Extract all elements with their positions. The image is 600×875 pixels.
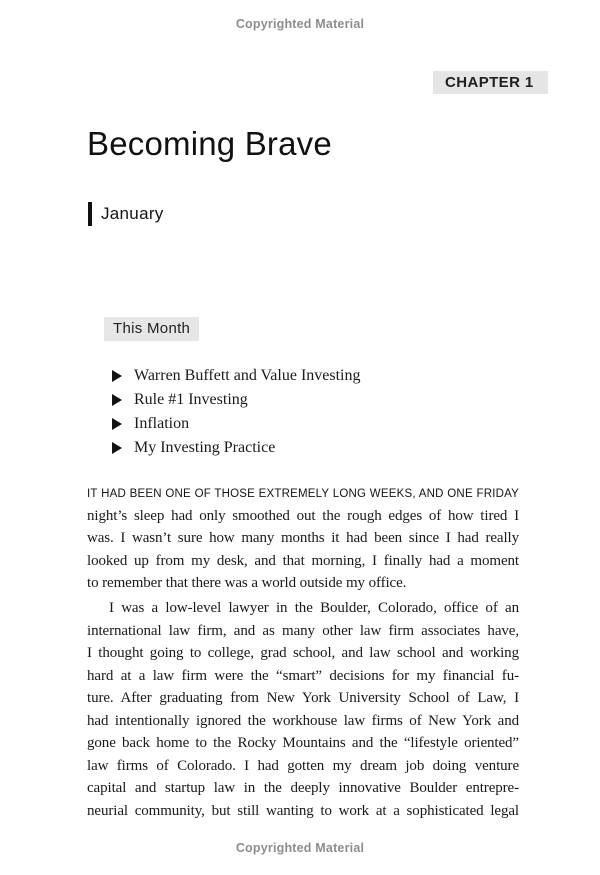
body-line: law firms of Colorado. I had gotten my dream job doing venture	[87, 757, 519, 774]
chapter-title: Becoming Brave	[87, 125, 332, 162]
paragraph-2	[87, 597, 519, 822]
lead-in-caps: IT HAD BEEN ONE OF THOSE EXTREMELY LONG WEEKS, AND ONE FRIDAY	[87, 488, 519, 500]
month-subtitle-label: January	[101, 204, 164, 223]
topic-label: My Investing Practice	[134, 439, 276, 456]
month-subtitle	[88, 202, 164, 226]
body-line: I was a low-level lawyer in the Boulder, Colorado, office of an	[109, 600, 519, 616]
list-item	[112, 412, 361, 436]
vertical-bar-icon	[88, 202, 92, 226]
body-line: night’s sleep had only smoothed out the rough edges of how tired I	[87, 507, 519, 524]
topic-label: Warren Buffett and Value Investing	[134, 367, 361, 384]
topic-label: Rule #1 Investing	[134, 391, 248, 408]
body-line: capital and startup law in the deeply innovative Boulder entrepre-	[87, 780, 519, 796]
body-line: hard at a law firm were the “smart” decisions for my financial fu-	[87, 667, 519, 684]
this-month-heading: This Month	[104, 317, 199, 341]
copyright-watermark-top: Copyrighted Material	[235, 17, 365, 31]
list-item	[112, 388, 361, 412]
this-month-topic-list	[112, 364, 361, 460]
body-line: gone back home to the Rocky Mountains and the “lifestyle oriented”	[87, 735, 519, 751]
body-line: neurial community, but still wanting to work at a sophisticated legal	[87, 802, 519, 819]
body-line: international law firm, and as many other law firm associates have,	[87, 622, 519, 639]
body-line: looked up from my desk, and that morning, I finally had a moment	[87, 552, 519, 569]
list-item	[112, 364, 361, 388]
body-line: I thought going to college, grad school, and law school and working	[87, 645, 519, 661]
triangle-bullet-icon	[112, 370, 122, 382]
body-line	[87, 482, 519, 505]
triangle-bullet-icon	[112, 418, 122, 430]
triangle-bullet-icon	[112, 394, 122, 406]
topic-label: Inflation	[134, 415, 190, 432]
body-line: had intentionally ignored the workhouse law firms of New York and	[87, 712, 519, 729]
body-line: to remember that there was a world outside my office.	[87, 575, 407, 591]
body-line: ture. After graduating from New York University School of Law, I	[87, 690, 519, 706]
body-line: was. I wasn’t sure how many months it had been since I had really	[87, 530, 519, 546]
paragraph-1	[87, 482, 519, 595]
triangle-bullet-icon	[112, 442, 122, 454]
chapter-badge: CHAPTER 1	[433, 71, 548, 94]
list-item	[112, 436, 361, 460]
copyright-watermark-bottom: Copyrighted Material	[235, 841, 365, 855]
